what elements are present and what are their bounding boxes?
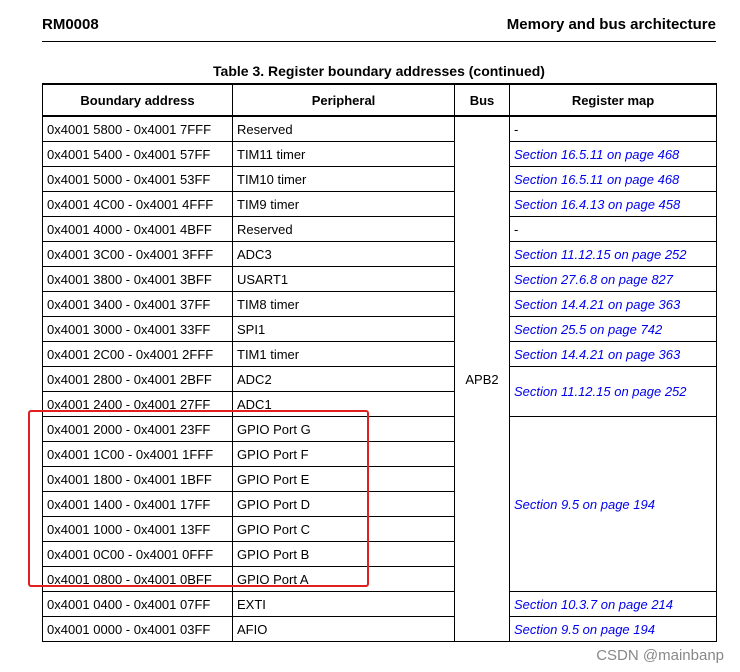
table-row bbox=[43, 217, 717, 242]
boundary-address-cell: 0x4001 0800 - 0x4001 0BFF bbox=[43, 567, 233, 592]
boundary-address-cell: 0x4001 5800 - 0x4001 7FFF bbox=[43, 116, 233, 142]
boundary-address-cell: 0x4001 2000 - 0x4001 23FF bbox=[43, 417, 233, 442]
boundary-address-cell: 0x4001 1C00 - 0x4001 1FFF bbox=[43, 442, 233, 467]
boundary-address-cell: 0x4001 3400 - 0x4001 37FF bbox=[43, 292, 233, 317]
boundary-address-cell: 0x4001 0C00 - 0x4001 0FFF bbox=[43, 542, 233, 567]
peripheral-cell: GPIO Port F bbox=[233, 442, 455, 467]
peripheral-cell: TIM11 timer bbox=[233, 142, 455, 167]
table-row bbox=[43, 267, 717, 292]
register-map-link[interactable]: Section 16.5.11 on page 468 bbox=[510, 142, 717, 167]
peripheral-cell: USART1 bbox=[233, 267, 455, 292]
peripheral-cell: GPIO Port A bbox=[233, 567, 455, 592]
section-title: Memory and bus architecture bbox=[506, 16, 716, 33]
table-row bbox=[43, 292, 717, 317]
table-row bbox=[43, 116, 717, 142]
register-map-link[interactable]: Section 10.3.7 on page 214 bbox=[510, 592, 717, 617]
boundary-address-cell: 0x4001 0400 - 0x4001 07FF bbox=[43, 592, 233, 617]
boundary-address-cell: 0x4001 4000 - 0x4001 4BFF bbox=[43, 217, 233, 242]
peripheral-cell: ADC3 bbox=[233, 242, 455, 267]
boundary-address-cell: 0x4001 3000 - 0x4001 33FF bbox=[43, 317, 233, 342]
table-row bbox=[43, 142, 717, 167]
boundary-address-cell: 0x4001 2C00 - 0x4001 2FFF bbox=[43, 342, 233, 367]
register-map-link[interactable]: Section 16.5.11 on page 468 bbox=[510, 167, 717, 192]
register-map-link[interactable]: Section 14.4.21 on page 363 bbox=[510, 292, 717, 317]
boundary-address-cell: 0x4001 3800 - 0x4001 3BFF bbox=[43, 267, 233, 292]
column-header-boundary-address: Boundary address bbox=[43, 84, 233, 116]
peripheral-cell: AFIO bbox=[233, 617, 455, 642]
watermark: CSDN @mainbanp bbox=[596, 647, 724, 664]
peripheral-cell: EXTI bbox=[233, 592, 455, 617]
table-row bbox=[43, 617, 717, 642]
peripheral-cell: TIM8 timer bbox=[233, 292, 455, 317]
column-header-register-map: Register map bbox=[510, 84, 717, 116]
boundary-address-cell: 0x4001 5000 - 0x4001 53FF bbox=[43, 167, 233, 192]
table-row bbox=[43, 317, 717, 342]
table-row bbox=[43, 167, 717, 192]
peripheral-cell: Reserved bbox=[233, 217, 455, 242]
page-header bbox=[42, 16, 716, 36]
table-header-row bbox=[43, 84, 717, 116]
boundary-address-cell: 0x4001 0000 - 0x4001 03FF bbox=[43, 617, 233, 642]
register-map-link[interactable]: Section 11.12.15 on page 252 bbox=[510, 242, 717, 267]
peripheral-cell: GPIO Port C bbox=[233, 517, 455, 542]
peripheral-cell: GPIO Port D bbox=[233, 492, 455, 517]
register-map-cell: - bbox=[510, 217, 717, 242]
boundary-address-cell: 0x4001 5400 - 0x4001 57FF bbox=[43, 142, 233, 167]
peripheral-cell: GPIO Port B bbox=[233, 542, 455, 567]
register-map-link[interactable]: Section 14.4.21 on page 363 bbox=[510, 342, 717, 367]
register-map-link[interactable]: Section 11.12.15 on page 252 bbox=[510, 367, 717, 417]
register-map-link[interactable]: Section 9.5 on page 194 bbox=[510, 417, 717, 592]
table-row bbox=[43, 592, 717, 617]
header-rule bbox=[42, 41, 716, 42]
peripheral-cell: GPIO Port E bbox=[233, 467, 455, 492]
peripheral-cell: ADC1 bbox=[233, 392, 455, 417]
register-table bbox=[42, 83, 717, 642]
peripheral-cell: TIM1 timer bbox=[233, 342, 455, 367]
peripheral-cell: TIM10 timer bbox=[233, 167, 455, 192]
peripheral-cell: TIM9 timer bbox=[233, 192, 455, 217]
boundary-address-cell: 0x4001 1800 - 0x4001 1BFF bbox=[43, 467, 233, 492]
document-id: RM0008 bbox=[42, 16, 99, 33]
table-row bbox=[43, 367, 717, 392]
column-header-bus: Bus bbox=[455, 84, 510, 116]
register-map-link[interactable]: Section 25.5 on page 742 bbox=[510, 317, 717, 342]
boundary-address-cell: 0x4001 2800 - 0x4001 2BFF bbox=[43, 367, 233, 392]
register-map-link[interactable]: Section 16.4.13 on page 458 bbox=[510, 192, 717, 217]
table-row bbox=[43, 342, 717, 367]
boundary-address-cell: 0x4001 4C00 - 0x4001 4FFF bbox=[43, 192, 233, 217]
bus-cell: APB2 bbox=[455, 116, 510, 642]
peripheral-cell: GPIO Port G bbox=[233, 417, 455, 442]
register-map-link[interactable]: Section 27.6.8 on page 827 bbox=[510, 267, 717, 292]
table-row bbox=[43, 417, 717, 442]
table-caption: Table 3. Register boundary addresses (continued) bbox=[213, 63, 545, 79]
peripheral-cell: ADC2 bbox=[233, 367, 455, 392]
register-map-link[interactable]: Section 9.5 on page 194 bbox=[510, 617, 717, 642]
boundary-address-cell: 0x4001 1000 - 0x4001 13FF bbox=[43, 517, 233, 542]
column-header-peripheral: Peripheral bbox=[233, 84, 455, 116]
peripheral-cell: SPI1 bbox=[233, 317, 455, 342]
table-row bbox=[43, 242, 717, 267]
peripheral-cell: Reserved bbox=[233, 116, 455, 142]
boundary-address-cell: 0x4001 2400 - 0x4001 27FF bbox=[43, 392, 233, 417]
table-row bbox=[43, 192, 717, 217]
register-map-cell: - bbox=[510, 116, 717, 142]
boundary-address-cell: 0x4001 3C00 - 0x4001 3FFF bbox=[43, 242, 233, 267]
boundary-address-cell: 0x4001 1400 - 0x4001 17FF bbox=[43, 492, 233, 517]
